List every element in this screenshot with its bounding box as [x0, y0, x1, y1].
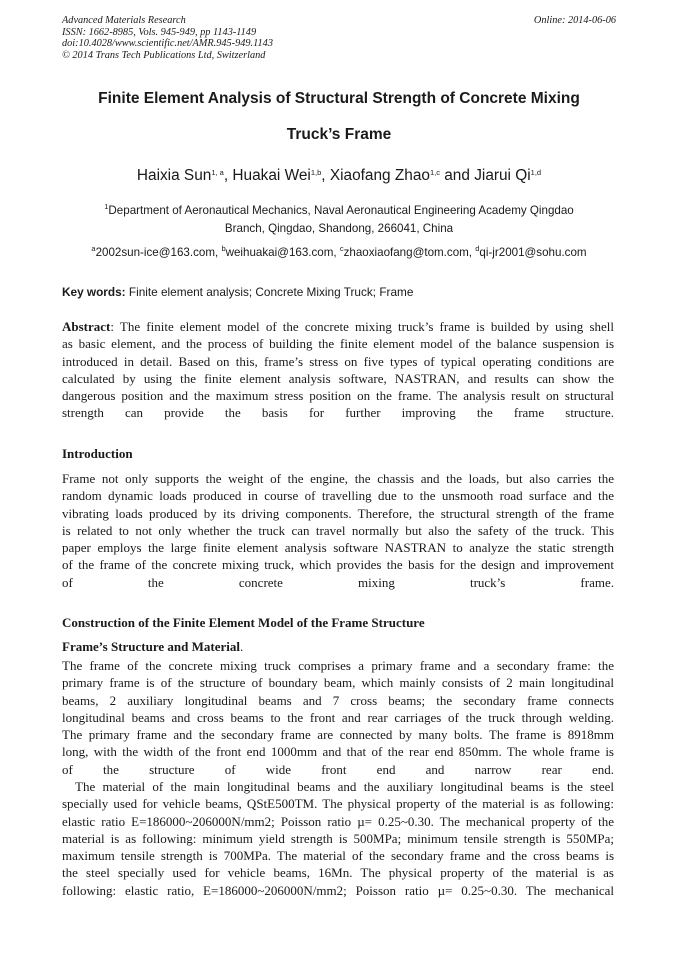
- intro-line: is related to not only whether the truck can travel normally but also the safety of the truck. This: [62, 522, 614, 538]
- author-sup: 1,d: [530, 168, 542, 177]
- body-line: of the structure of wide front end and narrow rear end.: [62, 761, 614, 777]
- online-date: Online: 2014-06-06: [533, 15, 616, 26]
- email-sup: c: [339, 244, 344, 253]
- author-name: Jiarui Qi: [474, 167, 531, 184]
- author-sep: ,: [321, 167, 330, 184]
- body-line: longitudinal beams and cross beams to the front and rear carriages of the truck through welding.: [62, 709, 614, 725]
- abstract-line-text: : The finite element model of the concrete mixing truck’s frame is builded by using shell: [110, 319, 614, 334]
- email-sup: d: [475, 244, 480, 253]
- intro-line: of the concrete mixing truck’s frame.: [62, 574, 614, 590]
- author-sup: 1,b: [310, 168, 322, 177]
- body-line: specially used for vehicle beams, QStE500TM. The physical property of the material is as following:: [62, 796, 614, 812]
- author-name: Xiaofang Zhao: [329, 167, 430, 184]
- keywords-text: Finite element analysis; Concrete Mixing Truck; Frame: [125, 285, 414, 299]
- abstract-label: Abstract: [62, 319, 111, 334]
- abstract-line: introduced in detail. Based on this, frame’s stress on five types of typical operating conditions are: [62, 353, 614, 369]
- intro-line: paper employs the large finite element analysis software NASTRAN to analyze the static strength: [62, 540, 614, 555]
- email-address: qi-jr2001@sohu.com: [479, 246, 587, 259]
- email-sup: b: [221, 244, 226, 253]
- intro-line: vibrating loads produced by its driving components. Therefore, the structural strength of the frame: [62, 505, 614, 521]
- abstract-line: strength can provide the basis for further improving the frame structure.: [62, 405, 614, 421]
- author-sup: 1, a: [211, 168, 224, 177]
- author-name: Haixia Sun: [136, 167, 212, 184]
- author-list: [40, 167, 638, 185]
- body-line: elastic ratio E=186000~206000N/mm2; Poisson ratio µ= 0.25~0.30. The mechanical property of the: [62, 813, 614, 829]
- structure-paragraph-1: [62, 657, 614, 778]
- email-list: [62, 244, 616, 262]
- affiliation-sup: 1: [104, 202, 109, 211]
- introduction-paragraph: [62, 470, 614, 591]
- subsection-title-period: .: [239, 639, 244, 654]
- body-line: long, with the width of the front end 1000mm and that of the rear end 850mm. The whole frame is: [62, 744, 614, 760]
- author-sep: and: [439, 167, 475, 184]
- section-heading-construction: Construction of the Finite Element Model of the Frame Structure: [62, 615, 425, 630]
- intro-line: Frame not only supports the weight of the engine, the chassis and the loads, but also carries the: [62, 471, 614, 486]
- abstract-line: [62, 318, 614, 335]
- author-name: Huakai Wei: [232, 167, 311, 184]
- subsection-title: Frame’s Structure and Material: [62, 639, 240, 654]
- body-line: primary frame is of the structure of boundary beam, which mainly consists of 2 main longitudinal: [62, 675, 614, 691]
- intro-line: random dynamic loads produced in course of travelling due to the unsmooth road surface and the: [62, 488, 614, 504]
- section-heading-introduction: Introduction: [62, 446, 133, 461]
- body-line: beams, 2 auxiliary longitudinal beams and 7 cross beams; the secondary frame connects: [62, 692, 614, 708]
- abstract-paragraph: [62, 318, 614, 422]
- body-line: maximum tensile strength is 700MPa. The material of the secondary frame and the cross beams is: [62, 848, 614, 863]
- body-line: the steel specially used for vehicle beams, 16Mn. The physical property of the material is as: [62, 865, 614, 881]
- affiliation-line-2: Branch, Qingdao, Shandong, 266041, China: [224, 222, 454, 235]
- body-line: material is as following: minimum yield strength is 500MPa; minimum tensile strength is 550MPa;: [62, 830, 614, 846]
- body-line: The primary frame and the secondary frame are connected by many bolts. The frame is 8918mm: [62, 727, 614, 742]
- author-sup: 1,c: [429, 168, 440, 177]
- abstract-line: dangerous position and the maximum stress position on the frame. The analysis result on structural: [62, 388, 614, 403]
- journal-name: Advanced Materials Research: [62, 15, 186, 26]
- issn-line: ISSN: 1662-8985, Vols. 945-949, pp 1143-1149: [62, 26, 257, 38]
- email-address: 2002sun-ice@163.com,: [95, 246, 222, 259]
- paper-title-line-1: Finite Element Analysis of Structural Strength of Concrete Mixing: [98, 90, 580, 107]
- affiliation-line-1: [62, 202, 616, 220]
- email-address: zhaoxiaofang@tom.com,: [343, 246, 476, 259]
- affiliation: [62, 202, 616, 238]
- author-sep: ,: [223, 167, 233, 184]
- affiliation-text-1: Department of Aeronautical Mechanics, Naval Aeronautical Engineering Academy Qingdao: [108, 204, 574, 217]
- subsection-heading-structure: [62, 639, 243, 655]
- structure-paragraph-2: [62, 778, 614, 899]
- copyright-line: © 2014 Trans Tech Publications Ltd, Switzerland: [62, 49, 266, 61]
- body-line: The frame of the concrete mixing truck comprises a primary frame and a secondary frame: the: [62, 658, 614, 673]
- keywords-label: Key words:: [62, 285, 126, 299]
- body-line: following: elastic ratio, E=186000~206000N/mm2; Poisson ratio µ= 0.25~0.30. The mechanical: [62, 882, 614, 898]
- journal-header: [62, 15, 616, 61]
- abstract-line: calculated by using the finite element analysis software, NASTRAN, and results can show the: [62, 370, 614, 386]
- paper-title-line-2: Truck’s Frame: [286, 126, 392, 143]
- email-address: weihuakai@163.com,: [225, 246, 340, 259]
- body-line: The material of the main longitudinal beams and the auxiliary longitudinal beams is the steel: [75, 779, 614, 794]
- intro-line: of the frame of the concrete mixing truck, which provides the basis for the design and improvement: [62, 557, 614, 573]
- abstract-line: as basic element, and the process of building the finite element model of the balance suspension is: [62, 336, 614, 352]
- doi-line: doi:10.4028/www.scientific.net/AMR.945-949.1143: [62, 38, 273, 49]
- keywords: [62, 285, 413, 299]
- email-sup: a: [91, 244, 96, 253]
